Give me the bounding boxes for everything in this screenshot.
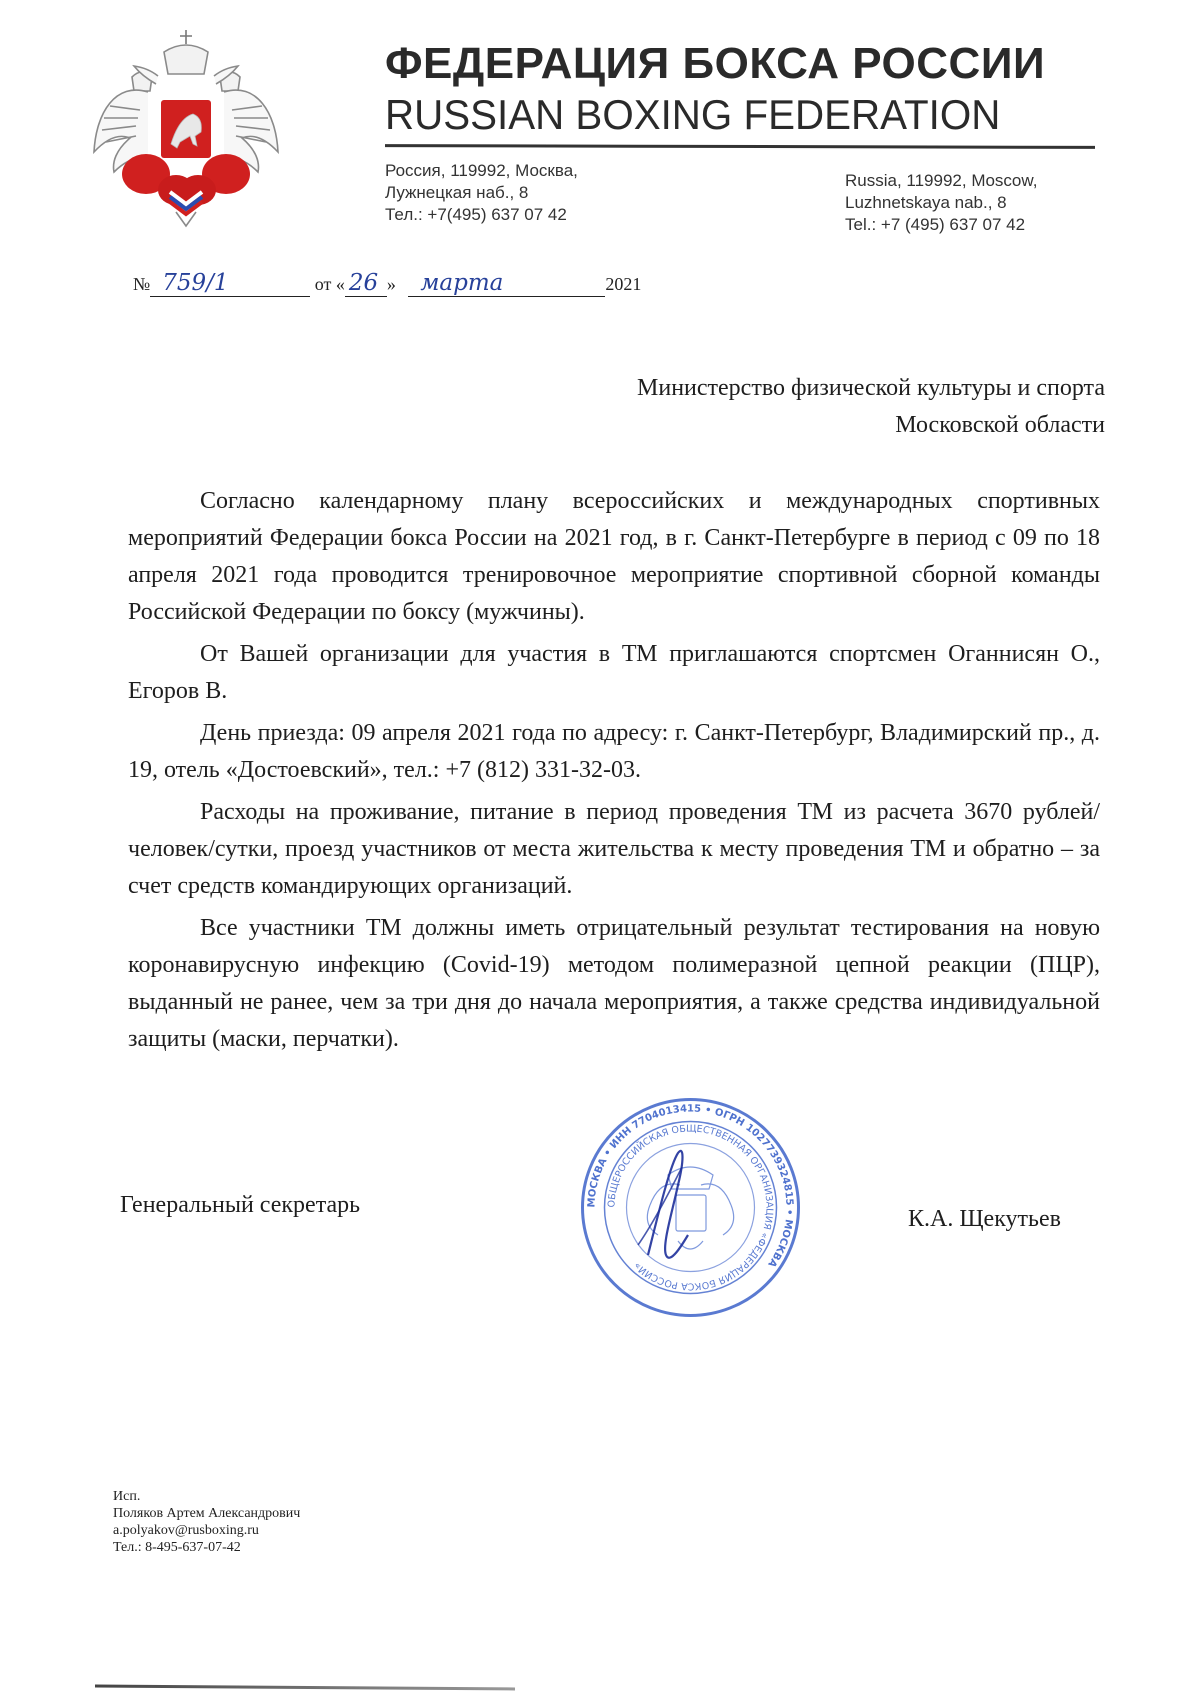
month-value: марта [420,270,504,296]
address-ru-line: Россия, 119992, Москва, [385,161,578,180]
day-value: 26 [348,270,379,296]
address-ru-line: Лужнецкая наб., 8 [385,183,529,202]
address-ru-line: Тел.: +7(495) 637 07 42 [385,205,567,224]
executor-phone: Тел.: 8-495-637-07-42 [113,1540,241,1555]
executor-name: Поляков Артем Александрович [113,1506,301,1521]
address-ru [385,160,578,226]
header-divider [385,144,1095,149]
address-en-line: Tel.: +7 (495) 637 07 42 [845,215,1026,234]
body-paragraph: Расходы на проживание, питание в период проведения ТМ из расчета 3670 рублей/человек/сутки, проезд участников от места жительства к месту проведения ТМ и обратно – за счет средств командирующих организаций. [128,799,1100,899]
addressee-line-1: Министерство физической культуры и спорта [637,375,1105,401]
addressee-line-2: Московской области [895,412,1105,438]
scan-edge-line [95,1685,515,1691]
address-en [845,170,1037,236]
signatory-name: К.А. Щекутьев [908,1206,1061,1232]
year: 2021 [605,274,642,294]
svg-text:ОБЩЕРОССИЙСКАЯ ОБЩЕСТВЕННАЯ ОР [606,1123,774,1291]
organization-title [385,38,1045,140]
body-paragraph: От Вашей организации для участия в ТМ приглашаются спортсмен Оганнисян О., Егоров В. [128,641,1100,704]
day-field [345,270,387,297]
org-name-ru: ФЕДЕРАЦИЯ БОКСА РОССИИ [385,39,1046,88]
federation-emblem-icon [86,22,286,232]
executor-label: Исп. [113,1489,141,1504]
number-label: № [133,274,151,294]
address-en-line: Luzhnetskaya nab., 8 [845,193,1007,212]
stamp-outer-text: МОСКВА • ИНН 7704013415 • ОГРН 1027739324815 • МОСКВА [586,1103,795,1269]
official-stamp-icon [578,1095,803,1320]
addressee [637,370,1105,444]
registration-line [133,270,641,297]
executor-block [113,1488,300,1556]
signatory-role: Генеральный секретарь [120,1192,361,1218]
body-paragraph: Все участники ТМ должны иметь отрицательный результат тестирования на новую коронавирусную инфекцию (Covid-19) методом полимеразной цепной реакции (ПЦР), выданный не ранее, чем за три дня до начала мероприятия, а также средства индивидуальной защиты (маски, перчатки). [128,915,1100,1052]
number-field [150,270,310,297]
body-paragraph: День приезда: 09 апреля 2021 года по адресу: г. Санкт-Петербург, Владимирский пр., д. 19, отель «Достоевский», тел.: +7 (812) 331-32-03. [128,720,1100,783]
letter-body [128,483,1100,1063]
org-name-en: RUSSIAN BOXING FEDERATION [385,91,1001,138]
month-field [408,270,605,297]
number-value: 759/1 [162,270,229,296]
body-paragraph: Согласно календарному плану всероссийских и международных спортивных мероприятий Федерации бокса России на 2021 год, в г. Санкт-Петербурге в период с 09 по 18 апреля 2021 года проводится тренировочное мероприятие спортивной сборной команды Российской Федерации по боксу (мужчины). [128,488,1100,625]
from-label: от « [314,274,345,294]
stamp-inner-text: ОБЩЕРОССИЙСКАЯ ОБЩЕСТВЕННАЯ ОРГАНИЗАЦИЯ «ФЕДЕРАЦИЯ БОКСА РОССИИ» [606,1123,775,1292]
address-en-line: Russia, 119992, Moscow, [845,171,1038,190]
executor-email: a.polyakov@rusboxing.ru [113,1523,259,1538]
day-close: » [386,274,396,294]
